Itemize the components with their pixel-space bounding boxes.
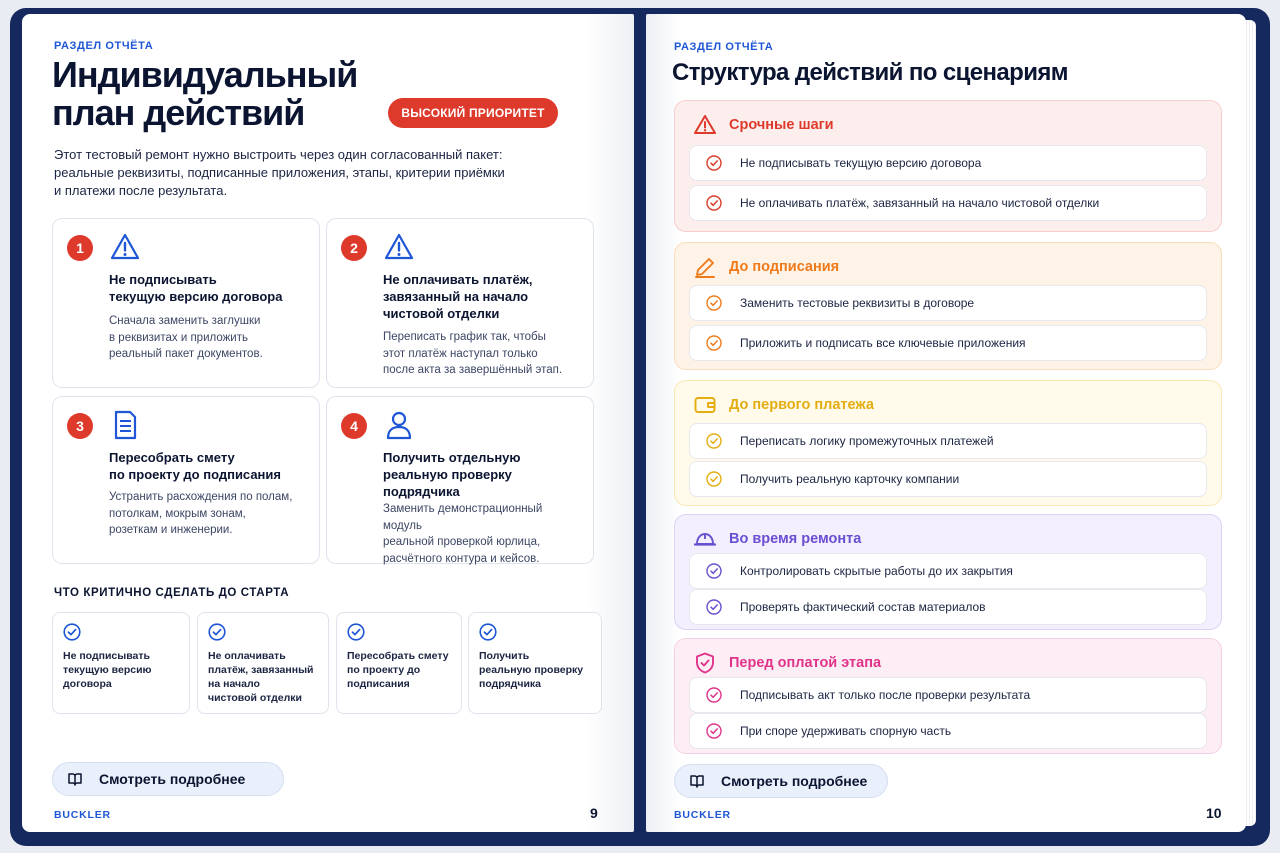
critical-section-title: ЧТО КРИТИЧНО СДЕЛАТЬ ДО СТАРТА [54,587,290,599]
critical-item [468,612,602,714]
critical-item-text: Не оплачивать платёж, завязанный на начало чистовой отделки [208,650,314,704]
scenario-item: Переписать логику промежуточных платежей [689,423,1207,459]
critical-item [197,612,329,714]
page-title: Структура действий по сценариям [672,59,1068,86]
group-title: Перед оплатой этапа [729,655,882,671]
right-page [646,14,1246,832]
action-card [326,396,594,564]
check-circle-icon [706,723,722,739]
critical-item-text: Не подписывать текущую версию договора [63,650,152,690]
critical-item-text: Получить реальную проверку подрядчика [479,650,584,690]
card-description: Сначала заменить заглушки в реквизитах и приложить реальный пакет документов. [109,315,263,360]
card-description: Заменить демонстрационный модуль реальной проверкой юрлица, расчётного контура и кейсов. [383,503,543,565]
scenario-item: Проверять фактический состав материалов [689,589,1207,625]
group-title: До первого платежа [729,397,874,413]
group-title: Срочные шаги [729,117,834,133]
action-card [52,218,320,388]
card-title: Получить отдельную реальную проверку подрядчика [383,450,521,499]
view-more-label: Смотреть подробнее [99,771,246,787]
check-circle-icon [479,623,497,641]
page-title: Индивидуальный план действий [52,54,358,133]
critical-item-text: Пересобрать смету по проекту до подписания [347,650,449,690]
scenario-item: Приложить и подписать все ключевые приложения [689,325,1207,361]
section-label: РАЗДЕЛ ОТЧЁТА [674,41,774,53]
hardhat-icon [693,527,717,551]
check-circle-icon [706,433,722,449]
check-circle-icon [347,623,365,641]
scenario-item: Не подписывать текущую версию договора [689,145,1207,181]
left-page [22,14,634,832]
scenario-item: Получить реальную карточку компании [689,461,1207,497]
card-description: Устранить расхождения по полам, потолкам, мокрым зонам, розеткам и инженерии. [109,491,293,536]
view-more-button[interactable] [674,764,888,798]
group-title: До подписания [729,259,840,275]
check-circle-icon [208,623,226,641]
wallet-icon [693,393,717,417]
check-circle-icon [706,335,722,351]
card-number: 3 [67,413,93,439]
view-more-label: Смотреть подробнее [721,773,868,789]
check-circle-icon [63,623,81,641]
shield-icon [693,651,717,675]
user-icon [383,409,415,441]
critical-item [336,612,462,714]
check-circle-icon [706,687,722,703]
card-description: Переписать график так, чтобы этот платёж наступал только после акта за завершённый этап. [383,331,563,376]
scenario-group-before-signing [674,242,1222,370]
card-number: 2 [341,235,367,261]
card-title: Не оплачивать платёж, завязанный на начало чистовой отделки [383,272,533,321]
page-number: 9 [590,805,598,821]
check-circle-icon [706,563,722,579]
check-circle-icon [706,471,722,487]
view-more-button[interactable] [52,762,284,796]
intro-text: Этот тестовый ремонт нужно выстроить через один согласованный пакет: реальные реквизиты, подписанные приложения, этапы, критерии приёмки и платежи после результата. [54,147,505,198]
warning-icon [693,113,717,137]
scenario-item: При споре удерживать спорную часть [689,713,1207,749]
priority-badge: ВЫСОКИЙ ПРИОРИТЕТ [388,98,558,128]
scenario-item: Не оплачивать платёж, завязанный на начало чистовой отделки [689,185,1207,221]
brand-logo: BUCKLER [674,809,731,821]
brand-logo: BUCKLER [54,809,111,821]
scenario-group-urgent [674,100,1222,232]
page-number: 10 [1206,805,1222,821]
check-circle-icon [706,195,722,211]
scenario-group-before-payment [674,380,1222,506]
scenario-item: Заменить тестовые реквизиты в договоре [689,285,1207,321]
critical-item [52,612,190,714]
book-icon [689,773,705,789]
warning-icon [109,231,141,263]
check-circle-icon [706,295,722,311]
card-title: Пересобрать смету по проекту до подписания [109,450,281,482]
check-circle-icon [706,155,722,171]
document-icon [109,409,141,441]
section-label: РАЗДЕЛ ОТЧЁТА [54,40,154,52]
card-number: 4 [341,413,367,439]
scenario-group-before-stage-payment [674,638,1222,754]
scenario-item: Контролировать скрытые работы до их закрытия [689,553,1207,589]
scenario-group-during-renovation [674,514,1222,630]
card-number: 1 [67,235,93,261]
pencil-icon [693,255,717,279]
card-title: Не подписывать текущую версию договора [109,272,283,304]
check-circle-icon [706,599,722,615]
book-icon [67,771,83,787]
action-card [52,396,320,564]
action-card [326,218,594,388]
scenario-item: Подписывать акт только после проверки результата [689,677,1207,713]
group-title: Во время ремонта [729,531,862,547]
warning-icon [383,231,415,263]
